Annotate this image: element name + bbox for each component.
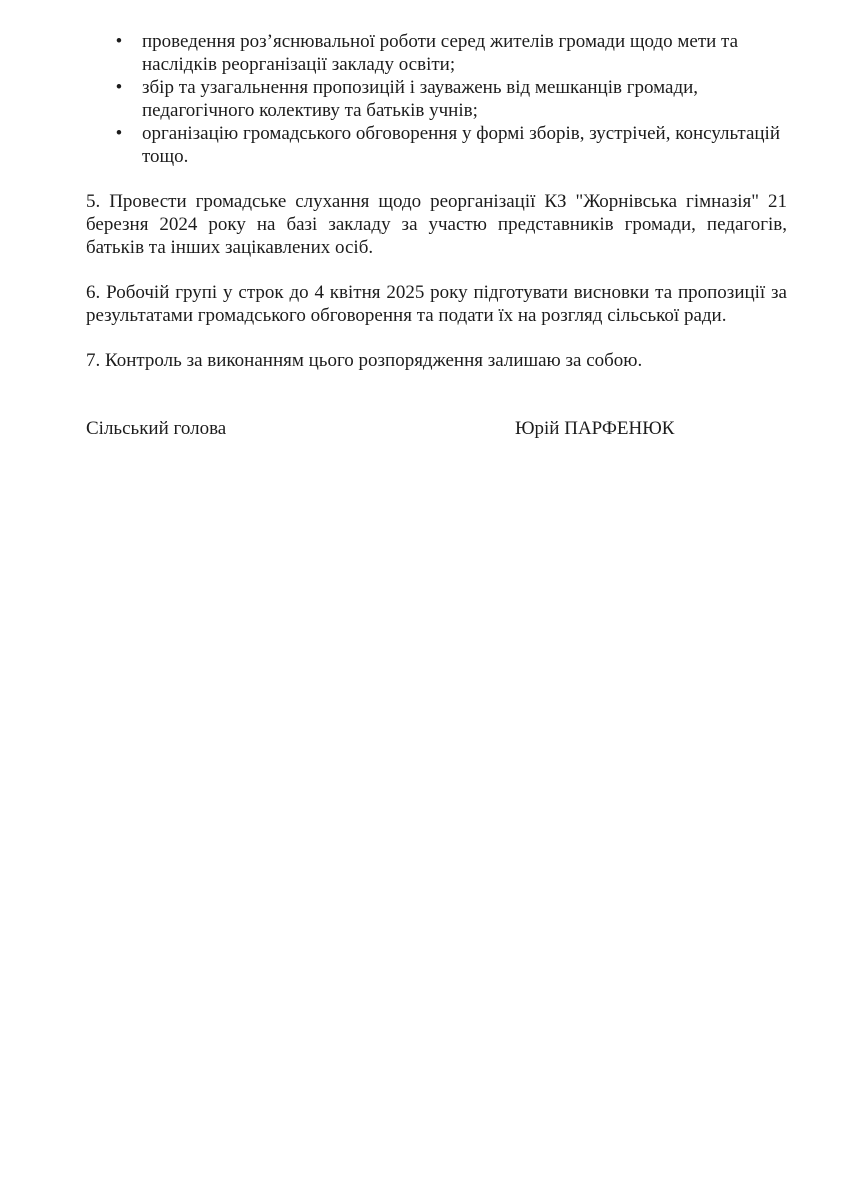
- bullet-text: організацію громадського обговорення у формі зборів, зустрічей, консультацій тощо.: [142, 123, 780, 167]
- list-item: [86, 122, 787, 168]
- paragraph-5: 5. Провести громадське слухання щодо реорганізації КЗ "Жорнівська гімназія" 21 березня 2024 року на базі закладу за участю представників громади, педагогів, батьків та інших зацікавлених осіб.: [86, 191, 787, 258]
- signer-name: Юрій ПАРФЕНЮК: [515, 418, 675, 439]
- signature-row: [86, 417, 787, 440]
- list-item: [86, 30, 787, 76]
- bullet-icon: •: [115, 31, 123, 52]
- list-item: [86, 76, 787, 122]
- bullet-text: проведення роз’яснювальної роботи серед жителів громади щодо мети та наслідків реорганізації закладу освіти;: [142, 31, 739, 75]
- paragraph-6: 6. Робочій групі у строк до 4 квітня 2025 року підготувати висновки та пропозиції за результатами громадського обговорення та подати їх на розгляд сільської ради.: [86, 282, 787, 326]
- paragraph-7: 7. Контроль за виконанням цього розпорядження залишаю за собою.: [86, 350, 643, 371]
- bullet-icon: •: [115, 77, 123, 98]
- document-content: [0, 0, 849, 440]
- bullet-list: [86, 30, 787, 168]
- bullet-text: збір та узагальнення пропозицій і зауважень від мешканців громади, педагогічного колективу та батьків учнів;: [142, 77, 699, 121]
- bullet-icon: •: [115, 123, 123, 144]
- signer-title: Сільський голова: [86, 418, 227, 439]
